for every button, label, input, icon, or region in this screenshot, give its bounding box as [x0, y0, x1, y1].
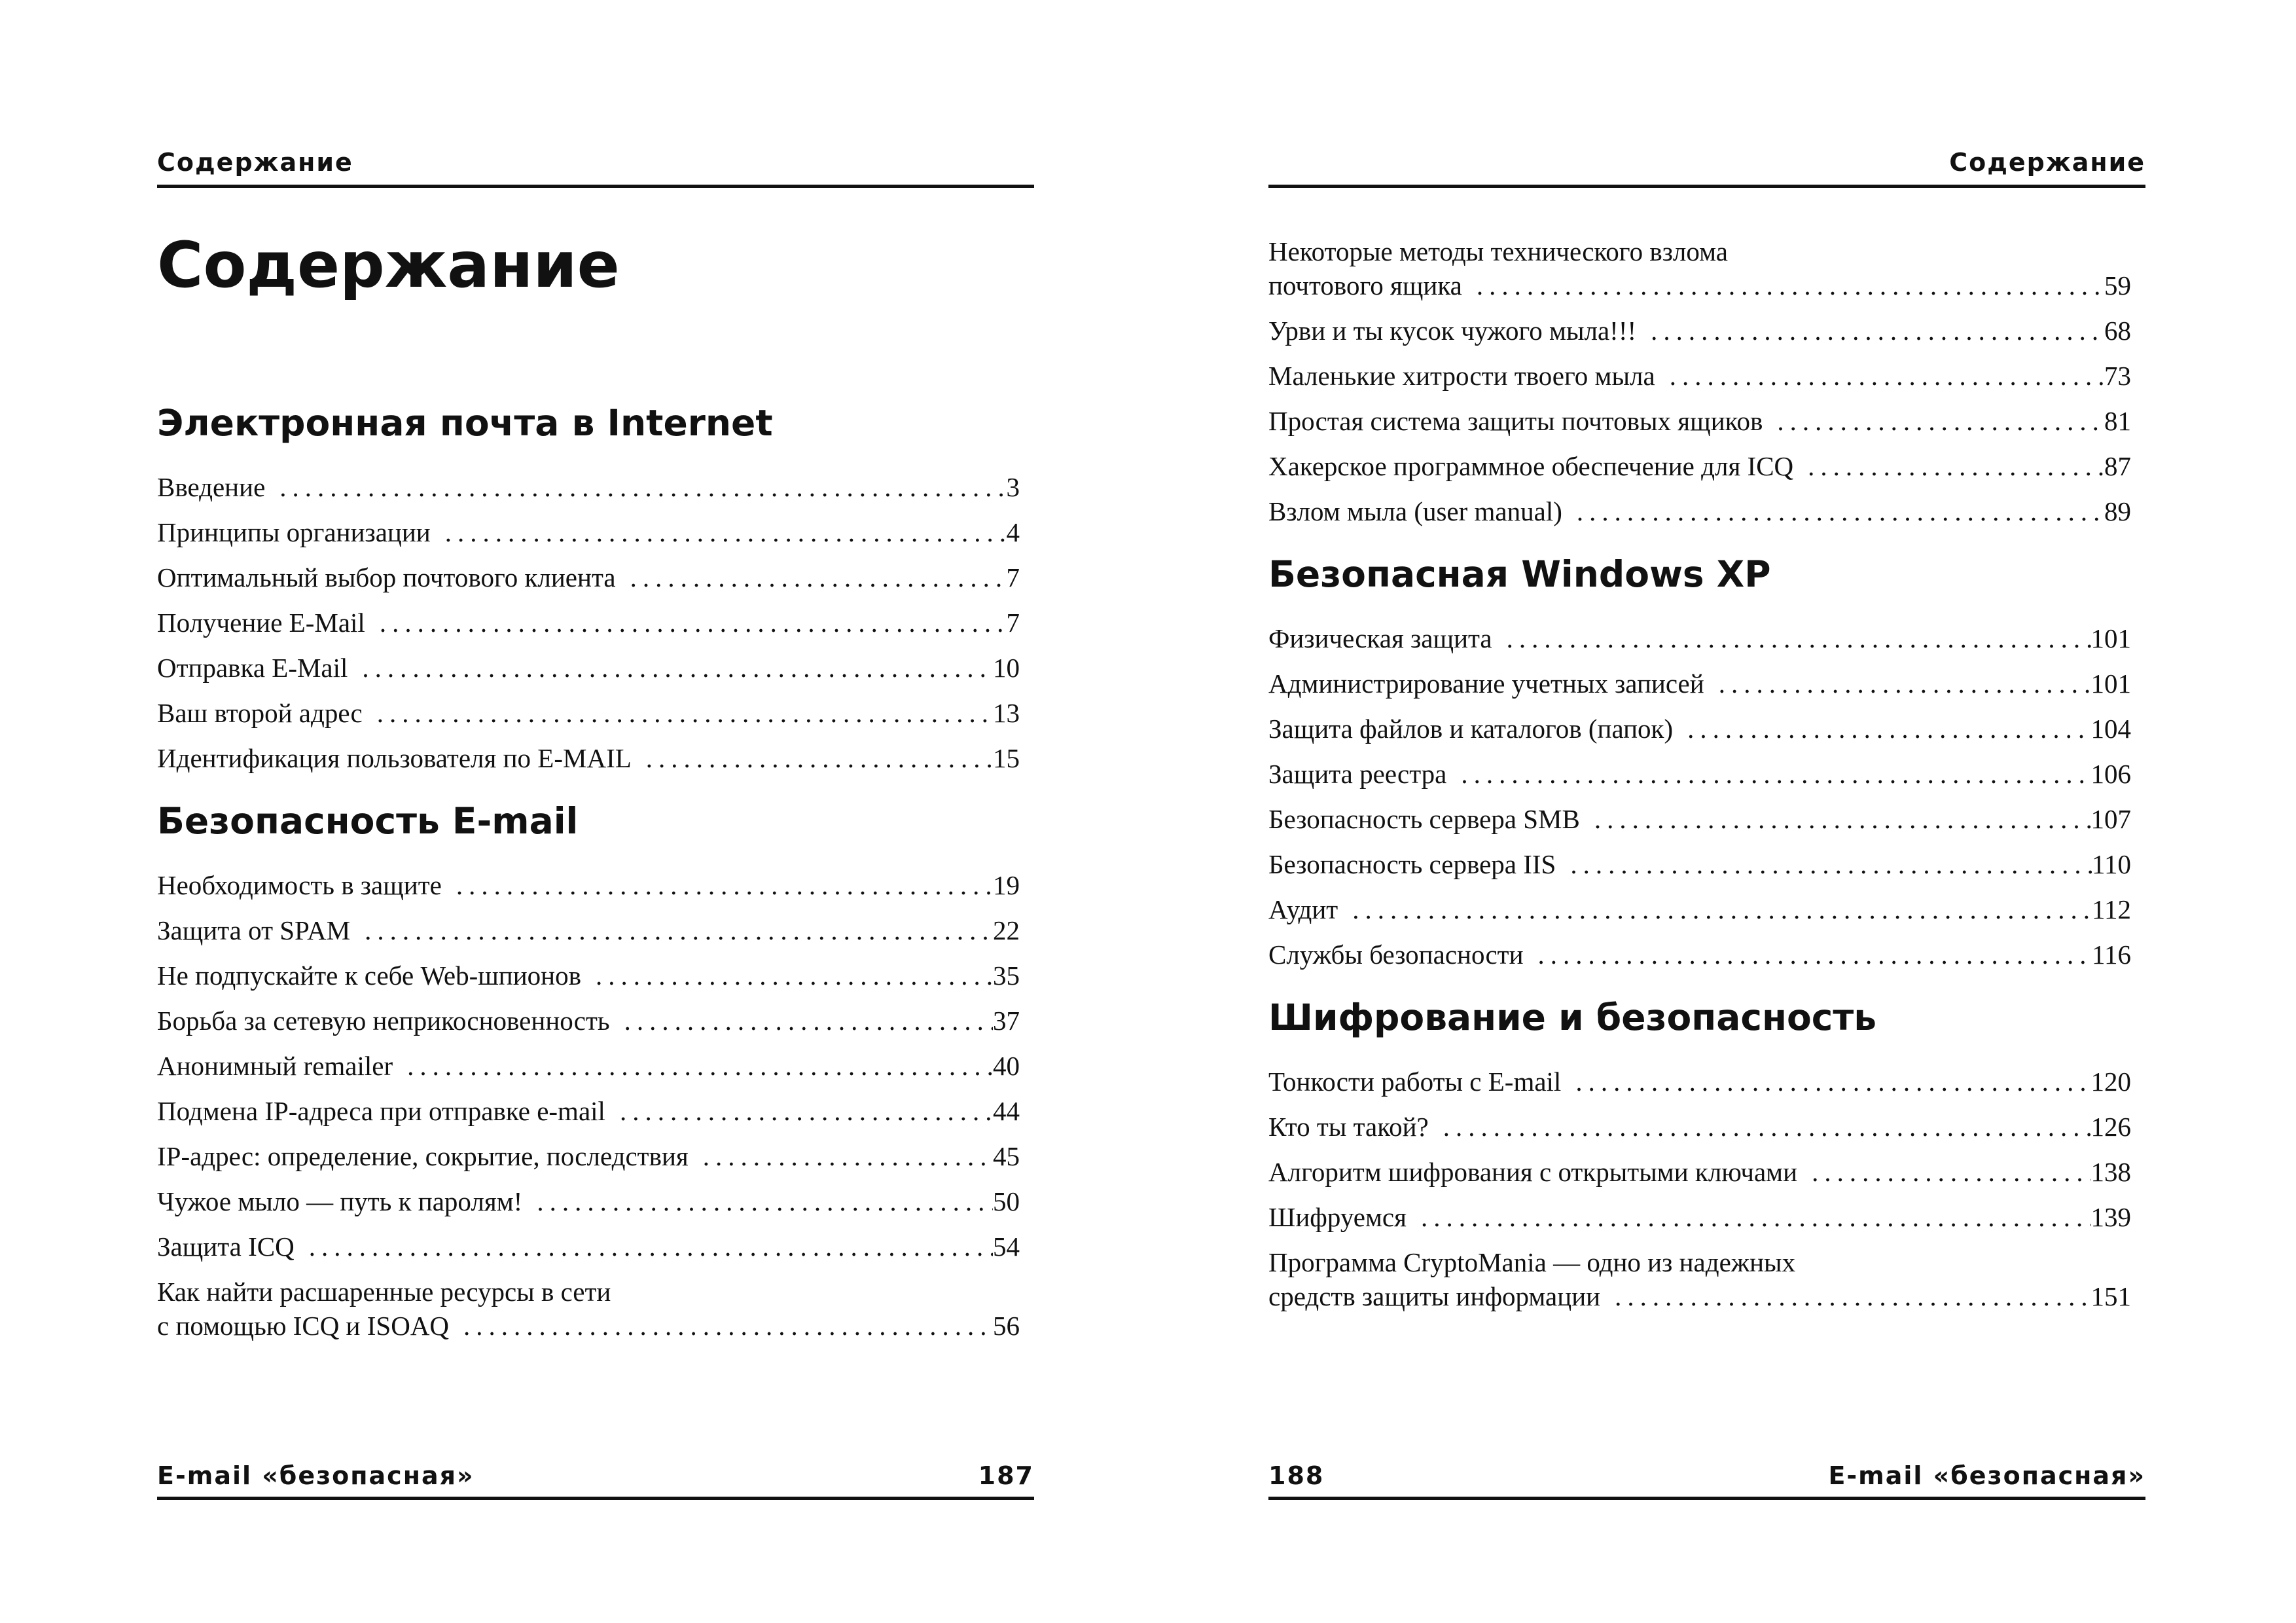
toc-entry-title: Шифруемся [1268, 1202, 1407, 1232]
toc-entry [1268, 359, 2131, 393]
dot-leader [1808, 449, 2104, 483]
dot-leader [365, 913, 993, 947]
toc-entry-line [157, 1004, 1020, 1038]
toc-entry-page: 68 [2104, 316, 2131, 346]
toc-entry [157, 696, 1020, 730]
toc-entry-title: Безопасность сервера IIS [1268, 849, 1556, 879]
toc-entry-line [1268, 314, 2131, 348]
page-number: 187 [978, 1461, 1034, 1490]
toc-entry-page: 56 [993, 1311, 1020, 1341]
toc-entry-title: Защита файлов и каталогов (папок) [1268, 714, 1674, 744]
toc-entry-page: 139 [2090, 1202, 2131, 1232]
toc-entry [1268, 1200, 2131, 1234]
toc-entry-title: Безопасность сервера SMB [1268, 804, 1580, 834]
toc-entry-title: Защита от SPAM [157, 915, 351, 945]
toc-entry-line [1268, 621, 2131, 655]
toc-entry-line [157, 1184, 1020, 1218]
dot-leader [1421, 1200, 2091, 1234]
toc-entry [1268, 666, 2131, 701]
dot-leader [1615, 1279, 2090, 1313]
table-of-contents [1268, 234, 2131, 1324]
toc-entry-page: 81 [2104, 406, 2131, 436]
toc-entry [157, 1004, 1020, 1038]
toc-entry-page: 101 [2090, 668, 2131, 699]
toc-entry-line [157, 515, 1020, 549]
toc-entry-title: Физическая защита [1268, 623, 1492, 653]
toc-entry-line [157, 1049, 1020, 1083]
toc-entry-line [157, 1309, 1020, 1343]
toc-entry-line [1268, 1155, 2131, 1189]
toc-entry-line [157, 1230, 1020, 1264]
dot-leader [1777, 404, 2104, 438]
toc-entry-line [1268, 1200, 2131, 1234]
footer-book-title: E-mail «безопасная» [1828, 1461, 2145, 1490]
footer-rule [1268, 1497, 2145, 1500]
dot-leader [445, 515, 1007, 549]
header-rule [1268, 185, 2145, 188]
toc-entry-page: 59 [2104, 270, 2131, 301]
toc-entry-line [1268, 404, 2131, 438]
toc-entry-title: Тонкости работы с E-mail [1268, 1067, 1562, 1097]
toc-entry [1268, 802, 2131, 836]
toc-entry [1268, 847, 2131, 881]
section-heading: Безопасная Windows XP [1268, 553, 1771, 595]
toc-entry-title: Администрирование учетных записей [1268, 668, 1704, 699]
toc-entry-page: 45 [993, 1141, 1020, 1171]
toc-entry-title: Подмена IP-адреса при отправке e-mail [157, 1096, 605, 1126]
header-rule [157, 185, 1034, 188]
dot-leader [456, 868, 993, 902]
toc-entry-line [157, 1094, 1020, 1128]
toc-entry-line [1268, 494, 2131, 528]
toc-entry [1268, 712, 2131, 746]
toc-entry-title: Анонимный remailer [157, 1051, 393, 1081]
page-number: 188 [1268, 1461, 1325, 1490]
toc-entry [1268, 938, 2131, 972]
toc-entry-line [157, 470, 1020, 504]
toc-entry-title: с помощью ICQ и ISOAQ [157, 1311, 450, 1341]
toc-entry-page: 4 [1006, 517, 1020, 547]
dot-leader [1812, 1155, 2090, 1189]
toc-entry [1268, 757, 2131, 791]
toc-entry-line [1268, 1110, 2131, 1144]
toc-entry-title: Защита ICQ [157, 1231, 295, 1262]
toc-entry-line [1268, 1279, 2131, 1313]
toc-entry [157, 515, 1020, 549]
dot-leader [380, 606, 1007, 640]
toc-entry-page: 112 [2092, 894, 2131, 924]
toc-entry [1268, 494, 2131, 528]
toc-entry-line [1268, 892, 2131, 926]
toc-entry-line [1268, 712, 2131, 746]
toc-entry-title: Отправка E-Mail [157, 653, 348, 683]
toc-entry-page: 10 [993, 653, 1020, 683]
toc-entry-line [157, 606, 1020, 640]
left-page [157, 0, 1034, 1623]
footer-rule [157, 1497, 1034, 1500]
toc-entry [157, 958, 1020, 993]
toc-entry-title: Принципы организации [157, 517, 431, 547]
toc-entry-title: IP-адрес: определение, сокрытие, последствия [157, 1141, 689, 1171]
toc-entry [157, 1184, 1020, 1218]
toc-entry-line [157, 868, 1020, 902]
toc-entry [1268, 1110, 2131, 1144]
section-heading: Безопасность E-mail [157, 800, 579, 842]
dot-leader [463, 1309, 993, 1343]
toc-entry-page: 19 [993, 870, 1020, 900]
toc-entry-line [1268, 847, 2131, 881]
toc-entry-line [1268, 449, 2131, 483]
dot-leader [1570, 847, 2092, 881]
dot-leader [1538, 938, 2092, 972]
toc-entry [1268, 1155, 2131, 1189]
toc-entry-title: Аудит [1268, 894, 1338, 924]
toc-entry [157, 1049, 1020, 1083]
running-head: Содержание [157, 148, 353, 177]
toc-entry-title: почтового ящика [1268, 270, 1462, 301]
toc-entry-line [1268, 268, 2131, 302]
toc-entry-page: 106 [2090, 759, 2131, 789]
toc-entry [1268, 449, 2131, 483]
dot-leader [1577, 494, 2104, 528]
table-of-contents [157, 399, 1020, 1354]
toc-entry-line [1268, 938, 2131, 972]
toc-entry-title-line1: Как найти расшаренные ресурсы в сети [157, 1277, 611, 1307]
dot-leader [703, 1139, 993, 1173]
toc-entry-page: 120 [2090, 1067, 2131, 1097]
dot-leader [596, 958, 993, 993]
toc-entry [157, 560, 1020, 594]
toc-entry-page: 22 [993, 915, 1020, 945]
dot-leader [620, 1094, 993, 1128]
toc-entry-title-line1: Программа CryptoMania — одно из надежных [1268, 1247, 1796, 1277]
toc-entry-page: 7 [1006, 608, 1020, 638]
toc-entry-page: 3 [1006, 472, 1020, 502]
toc-entry-line [157, 696, 1020, 730]
chapter-title: Содержание [157, 228, 620, 302]
toc-entry-page: 101 [2090, 623, 2131, 653]
toc-entry-page: 44 [993, 1096, 1020, 1126]
toc-entry-title: средств защиты информации [1268, 1281, 1601, 1311]
section-heading: Электронная почта в Internet [157, 402, 773, 444]
toc-entry-title: Получение E-Mail [157, 608, 365, 638]
toc-entry [157, 1094, 1020, 1128]
toc-entry-line [157, 1139, 1020, 1173]
toc-entry-line [1268, 1065, 2131, 1099]
toc-entry-line [1268, 666, 2131, 701]
toc-entry-line [157, 913, 1020, 947]
toc-entry [157, 868, 1020, 902]
right-page [1268, 0, 2145, 1623]
dot-leader [279, 470, 1006, 504]
toc-entry-page: 107 [2090, 804, 2131, 834]
toc-entry-page: 73 [2104, 361, 2131, 391]
toc-entry-page: 37 [993, 1006, 1020, 1036]
dot-leader [624, 1004, 993, 1038]
toc-entry-line [157, 958, 1020, 993]
dot-leader [407, 1049, 993, 1083]
toc-entry-line [157, 741, 1020, 775]
toc-entry-page: 138 [2090, 1157, 2131, 1187]
toc-entry [157, 913, 1020, 947]
toc-entry-page: 54 [993, 1231, 1020, 1262]
dot-leader [630, 560, 1007, 594]
dot-leader [1507, 621, 2091, 655]
toc-entry-title: Алгоритм шифрования с открытыми ключами [1268, 1157, 1798, 1187]
toc-entry-title: Маленькие хитрости твоего мыла [1268, 361, 1655, 391]
dot-leader [1352, 892, 2092, 926]
dot-leader [1719, 666, 2091, 701]
toc-entry-page: 50 [993, 1186, 1020, 1216]
toc-entry [1268, 1065, 2131, 1099]
dot-leader [1594, 802, 2091, 836]
toc-entry-page: 87 [2104, 451, 2131, 481]
toc-entry-line [1268, 757, 2131, 791]
toc-entry-title: Не подпускайте к себе Web-шпионов [157, 960, 581, 991]
toc-entry [157, 1275, 1020, 1343]
toc-entry-line [157, 651, 1020, 685]
toc-entry [1268, 621, 2131, 655]
toc-entry [1268, 314, 2131, 348]
toc-entry-title: Ваш второй адрес [157, 698, 363, 728]
toc-entry-page: 40 [993, 1051, 1020, 1081]
toc-entry-title: Защита реестра [1268, 759, 1447, 789]
toc-entry-title: Урви и ты кусок чужого мыла!!! [1268, 316, 1637, 346]
dot-leader [362, 651, 993, 685]
toc-entry-title-line1: Некоторые методы технического взлома [1268, 236, 1728, 266]
toc-entry [1268, 892, 2131, 926]
toc-entry-line [1268, 359, 2131, 393]
dot-leader [1443, 1110, 2091, 1144]
footer-book-title: E-mail «безопасная» [157, 1461, 475, 1490]
dot-leader [309, 1230, 993, 1264]
dot-leader [646, 741, 993, 775]
toc-entry-title: Простая система защиты почтовых ящиков [1268, 406, 1763, 436]
dot-leader [1651, 314, 2104, 348]
toc-entry-page: 13 [993, 698, 1020, 728]
running-head: Содержание [1949, 148, 2145, 177]
dot-leader [1670, 359, 2104, 393]
toc-entry-title: Борьба за сетевую неприкосновенность [157, 1006, 610, 1036]
toc-entry [157, 606, 1020, 640]
dot-leader [537, 1184, 993, 1218]
toc-entry-page: 110 [2092, 849, 2131, 879]
toc-entry-title: Службы безопасности [1268, 939, 1524, 970]
dot-leader [1461, 757, 2090, 791]
toc-entry [1268, 404, 2131, 438]
toc-entry-page: 126 [2090, 1112, 2131, 1142]
toc-entry [157, 1139, 1020, 1173]
toc-entry [157, 470, 1020, 504]
toc-entry-page: 104 [2090, 714, 2131, 744]
dot-leader [1575, 1065, 2090, 1099]
toc-entry-title: Чужое мыло — путь к паролям! [157, 1186, 523, 1216]
toc-entry-title: Введение [157, 472, 266, 502]
dot-leader [377, 696, 993, 730]
toc-entry-page: 35 [993, 960, 1020, 991]
toc-entry [157, 741, 1020, 775]
toc-entry [1268, 1245, 2131, 1313]
toc-entry-title: Хакерское программное обеспечение для ICQ [1268, 451, 1794, 481]
toc-entry [157, 651, 1020, 685]
toc-entry-line [1268, 802, 2131, 836]
toc-entry-page: 116 [2092, 939, 2131, 970]
toc-entry [157, 1230, 1020, 1264]
toc-entry-line [157, 560, 1020, 594]
toc-entry-title: Необходимость в защите [157, 870, 442, 900]
dot-leader [1477, 268, 2104, 302]
toc-entry-title: Идентификация пользователя по E-MAIL [157, 743, 632, 773]
toc-entry-title: Кто ты такой? [1268, 1112, 1429, 1142]
toc-entry [1268, 234, 2131, 302]
toc-entry-page: 151 [2090, 1281, 2131, 1311]
toc-entry-title: Оптимальный выбор почтового клиента [157, 562, 616, 593]
dot-leader [1687, 712, 2090, 746]
section-heading: Шифрование и безопасность [1268, 996, 1877, 1038]
toc-entry-page: 15 [993, 743, 1020, 773]
toc-entry-page: 89 [2104, 496, 2131, 526]
toc-entry-title: Взлом мыла (user manual) [1268, 496, 1562, 526]
toc-entry-page: 7 [1006, 562, 1020, 593]
